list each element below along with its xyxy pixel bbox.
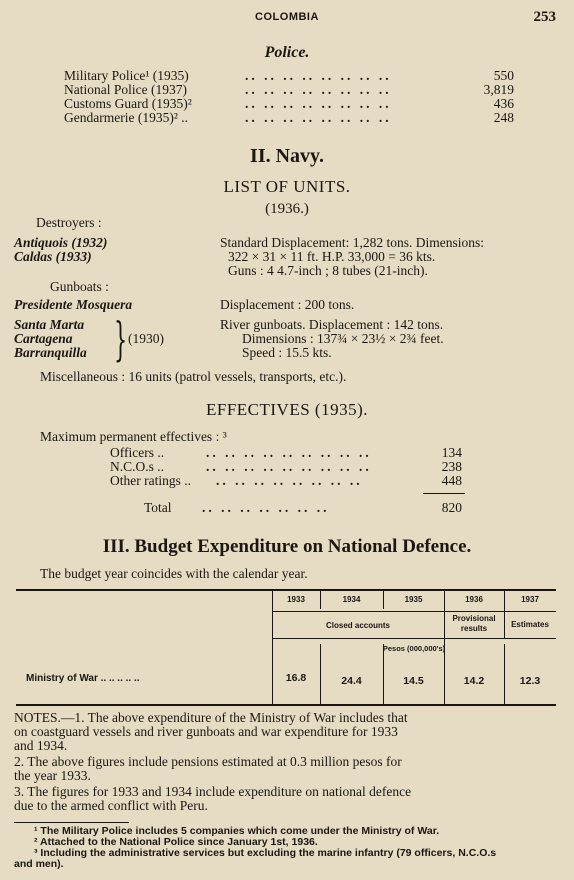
police-title: Police. [264, 44, 310, 61]
police-row-label: Customs Guard (1935)² [64, 96, 192, 111]
effectives-row-value: 448 [441, 473, 462, 488]
value-cell: 24.4 [341, 675, 362, 687]
destroyer-description: Standard Displacement: 1,282 tons. Dimensions: [220, 235, 484, 250]
value-cell: 14.5 [403, 675, 424, 687]
police-row-value: 248 [493, 110, 514, 125]
year-header: 1935 [404, 595, 423, 604]
value-cell: 16.8 [285, 672, 307, 684]
footnote: ² Attached to the National Police since January 1st, 1936. [34, 836, 318, 848]
footnote-rule [14, 822, 129, 823]
page-number: 253 [533, 9, 556, 25]
navy-title: II. Navy. [250, 145, 324, 167]
ship-name: Antiquois (1932) [14, 235, 108, 250]
estimates-header: Estimates [511, 620, 549, 629]
unit-label: Pesos (000,000's) [382, 644, 446, 653]
total-value: 820 [441, 500, 462, 515]
note-line: 3. The figures for 1933 and 1934 include expenditure on national defence [14, 784, 412, 799]
gunboats-heading: Gunboats : [50, 279, 109, 294]
note-line: on coastguard vessels and river gunboats and war expenditure for 1933 [14, 724, 398, 739]
effectives-row-label: Officers .. [110, 445, 165, 460]
footnote: ³ Including the administrative services but excluding the marine infantry (79 officers, N.C.O.s [34, 847, 497, 859]
row-label: Ministry of War .. .. .. .. .. [26, 673, 140, 684]
destroyers-heading: Destroyers : [36, 215, 102, 230]
total-label: Total [144, 500, 172, 515]
note-line: the year 1933. [14, 768, 91, 783]
note-line: and 1934. [14, 738, 68, 753]
note-line: NOTES.—1. The above expenditure of the Ministry of War includes that [14, 710, 408, 725]
leader-dots: .. .. .. .. .. .. .. .. [216, 473, 363, 488]
running-head: COLOMBIA [255, 11, 319, 23]
gunboat-description: Displacement : 200 tons. [220, 297, 355, 312]
budget-title: III. Budget Expenditure on National Defence. [102, 536, 472, 557]
provisional-line: Provisional [452, 614, 496, 623]
leader-dots: .. .. .. .. .. .. .. .. [245, 110, 392, 125]
year-header: 1934 [342, 595, 361, 604]
table-rule [16, 704, 556, 706]
footnote: and men). [14, 858, 64, 870]
year-header: 1937 [521, 595, 539, 604]
river-gunboats-year: (1930) [128, 331, 164, 346]
ship-name: Caldas (1933) [14, 249, 92, 264]
police-row-value: 436 [493, 96, 514, 111]
police-row-label: Gendarmerie (1935)² .. [64, 110, 188, 125]
leader-dots: .. .. .. .. .. .. .. [202, 500, 330, 515]
note-line: 2. The above figures include pensions estimated at 0.3 million pesos for [14, 754, 402, 769]
year-header: 1933 [287, 595, 305, 604]
effectives-row-label: Other ratings .. [110, 473, 191, 488]
budget-table [16, 589, 556, 706]
ship-name: Cartagena [14, 331, 73, 346]
effectives-row-value: 238 [441, 459, 462, 474]
destroyer-description: 322 × 31 × 11 ft. H.P. 33,000 = 36 kts. [228, 249, 436, 264]
police-row-label: Military Police¹ (1935) [64, 68, 189, 83]
effectives-row-value: 134 [441, 445, 462, 460]
miscellaneous-line: Miscellaneous : 16 units (patrol vessels, transports, etc.). [40, 369, 347, 384]
destroyer-guns: Guns : 4 4.7-inch ; 8 tubes (21-inch). [228, 263, 428, 278]
navy-year: (1936.) [265, 201, 309, 217]
leader-dots: .. .. .. .. .. .. .. .. [245, 82, 392, 97]
budget-subtitle: The budget year coincides with the calendar year. [40, 566, 308, 581]
table-rule [16, 589, 556, 591]
list-of-units-title: LIST OF UNITS. [223, 177, 351, 196]
river-gunboat-description: Dimensions : 137¾ × 23½ × 2¾ feet. [242, 331, 444, 346]
leader-dots: .. .. .. .. .. .. .. .. .. [206, 445, 372, 460]
footnote: ¹ The Military Police includes 5 companies which come under the Ministry of War. [34, 825, 440, 837]
value-cell: 14.2 [463, 675, 485, 687]
closed-accounts-header: Closed accounts [325, 621, 390, 630]
leader-dots: .. .. .. .. .. .. .. .. .. [206, 459, 372, 474]
police-row-value: 3,819 [483, 82, 514, 97]
ship-name: Barranquilla [14, 345, 87, 360]
destroyer-ship [14, 236, 107, 250]
value-cell: 12.3 [519, 675, 541, 687]
effectives-row-label: N.C.O.s .. [110, 459, 165, 474]
leader-dots: .. .. .. .. .. .. .. .. [245, 68, 392, 83]
results-line: results [460, 624, 488, 633]
provisional-results-header [444, 614, 504, 634]
effectives-title: EFFECTIVES (1935). [206, 400, 368, 419]
effectives-intro: Maximum permanent effectives : ³ [40, 429, 227, 444]
table-rule [272, 611, 556, 612]
total-rule [423, 493, 465, 494]
river-gunboat-description: River gunboats. Displacement : 142 tons. [220, 317, 444, 332]
note-line: due to the armed conflict with Peru. [14, 798, 208, 813]
table-rule [272, 638, 556, 639]
police-row-label: National Police (1937) [64, 82, 187, 97]
year-header: 1936 [465, 595, 483, 604]
ship-name: Santa Marta [14, 317, 85, 332]
brace-icon: } [114, 312, 128, 366]
police-row-value: 550 [493, 68, 514, 83]
leader-dots: .. .. .. .. .. .. .. .. [245, 96, 392, 111]
river-gunboat-description: Speed : 15.5 kts. [242, 345, 332, 360]
destroyer-ship [14, 250, 92, 264]
ship-name: Presidente Mosquera [14, 297, 133, 312]
